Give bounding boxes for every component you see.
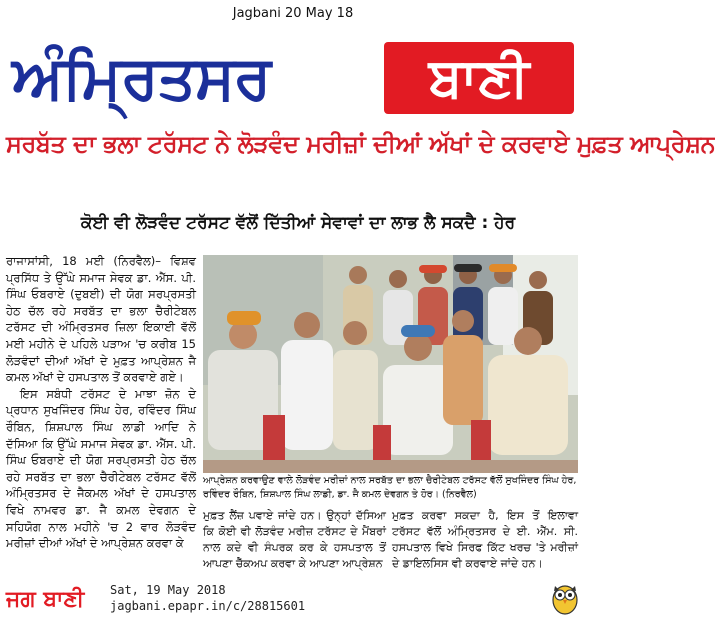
masthead xyxy=(12,40,574,116)
epaper-footer xyxy=(0,582,586,620)
owl-mascot-icon xyxy=(550,580,580,616)
group-photo-illustration xyxy=(203,255,578,473)
masthead-title: ਅੰਮ੍ਰਿਤਸਰ xyxy=(12,43,271,113)
edition-dateline: Jagbani 20 May 18 xyxy=(232,6,354,21)
footer-url[interactable]: jagbani.epapr.in/c/28815601 xyxy=(110,599,306,613)
footer-meta xyxy=(110,582,305,614)
paragraph-2: ਇਸ ਸਬੰਧੀ ਟਰੱਸਟ ਦੇ ਮਾਝਾ ਜ਼ੋਨ ਦੇ ਪ੍ਰਧਾਨ ਸੁਖਜਿੰਦਰ ਸਿੰਘ ਹੇਰ, ਰਵਿੰਦਰ ਸਿੰਘ ਰੌਬਿਨ, ਸ਼ਿਸ਼ਪਾਲ ਸਿੰਘ ਲਾਡੀ ਆਦਿ ਨੇ ਦੱਸਿਆ ਕਿ ਉੱਘੇ ਸਮਾਜ ਸੇਵਕ ਡਾ. ਐੱਸ. ਪੀ. ਸਿੰਘ ਓਬਰਾਏ ਦੀ ਯੋਗ ਸਰਪ੍ਰਸਤੀ ਹੇਠ ਚੱਲ ਰਹੇ ਸਰਬੱਤ ਦਾ ਭਲਾ ਚੈਰੀਟੇਬਲ ਟਰੱਸਟ ਵੱਲੋਂ ਅੰਮ੍ਰਿਤਸਰ ਦੇ ਜੈਕਮਲ ਅੱਖਾਂ ਦੇ ਹਸਪਤਾਲ ਵਿਖੇ ਨਾਮਵਰ ਡਾ. ਜੈ ਕਮਲ ਦੇਵਗਨ ਦੇ ਸਹਿਯੋਗ ਨਾਲ ਮਹੀਨੇ 'ਚ 2 ਵਾਰ ਲੋੜਵੰਦ ਮਰੀਜ਼ਾਂ ਦੀਆਂ ਅੱਖਾਂ ਦੇ ਆਪ੍ਰੇਸ਼ਨ ਕਰਵਾ ਕੇ xyxy=(6,386,196,551)
article-photo xyxy=(203,255,578,473)
jagbani-logo: ਜਗ ਬਾਣੀ xyxy=(6,587,85,612)
paragraph-1: ਰਾਜਾਸਾਂਸੀ, 18 ਮਈ (ਨਿਰਵੈਲ)– ਵਿਸ਼ਵ ਪ੍ਰਸਿੱਧ ਤੇ ਉੱਘੇ ਸਮਾਜ ਸੇਵਕ ਡਾ. ਐੱਸ. ਪੀ. ਸਿੰਘ ਓਬਰਾਏ (ਦੁਬਈ) ਦੀ ਯੋਗ ਸਰਪ੍ਰਸਤੀ ਹੇਠ ਚੱਲ ਰਹੇ ਸਰਬੱਤ ਦਾ ਭਲਾ ਚੈਰੀਟੇਬਲ ਟਰੱਸਟ ਦੀ ਅੰਮ੍ਰਿਤਸਰ ਜ਼ਿਲਾ ਇਕਾਈ ਵੱਲੋਂ ਮਈ ਮਹੀਨੇ ਦੇ ਪਹਿਲੇ ਪੜਾਅ 'ਚ ਕਰੀਬ 15 ਲੋੜਵੰਦਾਂ ਦੀਆਂ ਅੱਖਾਂ ਦੇ ਮੁਫ਼ਤ ਆਪ੍ਰੇਸ਼ਨ ਜੈ ਕਮਲ ਅੱਖਾਂ ਦੇ ਹਸਪਤਾਲ ਤੋਂ ਕਰਵਾਏ ਗਏ। xyxy=(6,254,196,385)
footer-date: Sat, 19 May 2018 xyxy=(110,583,226,597)
masthead-title-badge: ਬਾਣੀ xyxy=(384,42,574,114)
article-column-2: ਮੁਫ਼ਤ ਲੈਂਜ਼ ਪਵਾਏ ਜਾਂਦੇ ਹਨ। ਉਨ੍ਹਾਂ ਦੱਸਿਆ ਕਿ ਕੋਈ ਵੀ ਲੋੜਵੰਦ ਮਰੀਜ਼ ਟਰੱਸਟ ਦੇ ਮੈਂਬਰਾਂ ਨਾਲ ਕਦੇ ਵੀ ਸੰਪਰਕ ਕਰ ਕੇ ਹਸਪਤਾਲ ਤੋਂ ਆਪਣਾ ਚੈੱਕਅਪ ਕਰਵਾ ਕੇ ਆਪਣਾ ਆਪ੍ਰੇਸ਼ਨ xyxy=(203,509,386,570)
photo-caption: ਆਪ੍ਰੇਸ਼ਨ ਕਰਵਾਉਣ ਵਾਲੇ ਲੋੜਵੰਦ ਮਰੀਜ਼ਾਂ ਨਾਲ ਸਰਬੱਤ ਦਾ ਭਲਾ ਚੈਰੀਟੇਬਲ ਟਰੱਸਟ ਵੱਲੋਂ ਸੁਖਜਿੰਦਰ ਸਿੰਘ ਹੇਰ, ਰਵਿੰਦਰ ਰੌਬਿਨ, ਸ਼ਿਸ਼ਪਾਲ ਸਿੰਘ ਲਾਡੀ, ਡਾ. ਜੈ ਕਮਲ ਦੇਵਗਨ ਤੇ ਹੋਰ। (ਨਿਰਵੈਲ) xyxy=(203,475,577,500)
article-subheadline: ਕੋਈ ਵੀ ਲੋੜਵੰਦ ਟਰੱਸਟ ਵੱਲੋਂ ਦਿੱਤੀਆਂ ਸੇਵਾਵਾਂ ਦਾ ਲਾਭ ਲੈ ਸਕਦੈ : ਹੇਰ xyxy=(80,213,516,233)
article-column-1 xyxy=(6,253,196,609)
article-headline: ਸਰਬੱਤ ਦਾ ਭਲਾ ਟਰੱਸਟ ਨੇ ਲੋੜਵੰਦ ਮਰੀਜ਼ਾਂ ਦੀਆਂ ਅੱਖਾਂ ਦੇ ਕਰਵਾਏ ਮੁਫ਼ਤ ਆਪ੍ਰੇਸ਼ਨ xyxy=(6,130,715,158)
article-column-3: ਮੁਫ਼ਤ ਕਰਵਾ ਸਕਦਾ ਹੈ, ਇਸ ਤੋਂ ਇਲਾਵਾ ਟਰੱਸਟ ਵੱਲੋਂ ਅੰਮ੍ਰਿਤਸਰ ਦੇ ਈ. ਐੱਮ. ਸੀ. ਹਸਪਤਾਲ ਵਿਖੇ ਸਿਰਫ ਕਿੱਟ ਖਰਚ 'ਤੇ ਮਰੀਜ਼ਾਂ ਦੇ ਡਾਇਲਸਿਸ ਵੀ ਕਰਵਾਏ ਜਾਂਦੇ ਹਨ। xyxy=(392,509,578,570)
